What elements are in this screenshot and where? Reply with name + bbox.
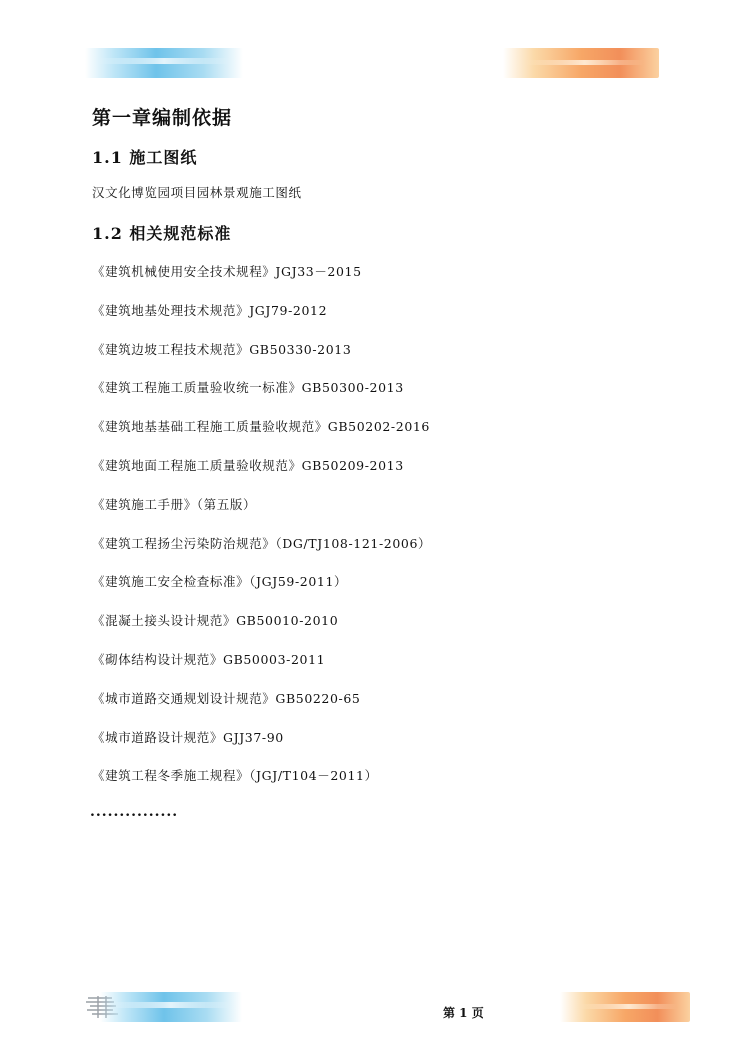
standard-item: 《建筑地基基础工程施工质量验收规范》GB50202-2016 (92, 419, 430, 435)
drawings-description: 汉文化博览园项目园林景观施工图纸 (92, 185, 302, 200)
chapter-title: 第一章编制依据 (92, 107, 233, 129)
standard-item: 《建筑施工安全检查标准》（JGJ59-2011） (92, 574, 348, 590)
standard-item: 《混凝土接头设计规范》GB50010-2010 (92, 613, 339, 629)
standard-item: 《建筑工程施工质量验收统一标准》GB50300-2013 (92, 380, 404, 396)
standard-item: 《建筑地基处理技术规范》JGJ79-2012 (92, 302, 328, 318)
footer-sky-banner (100, 992, 242, 1022)
standard-item: 《建筑工程扬尘污染防治规范》（DG/TJ108-121-2006） (92, 535, 432, 551)
continuation-ellipsis: ............... (90, 804, 179, 820)
standard-item: 《砌体结构设计规范》GB50003-2011 (92, 651, 326, 667)
standards-list (92, 262, 431, 805)
page-number: 第 1 页 (443, 1006, 484, 1020)
standard-item: 《城市道路交通规划设计规范》GB50220-65 (92, 690, 361, 706)
standard-item: 《建筑边坡工程技术规范》GB50330-2013 (92, 341, 352, 357)
section-title-drawings: 1.1 施工图纸 (92, 148, 198, 167)
standard-item: 《建筑施工手册》（第五版） (92, 496, 257, 512)
standard-item: 《建筑工程冬季施工规程》（JGJ/T104－2011） (92, 768, 378, 784)
standard-item: 《建筑机械使用安全技术规程》JGJ33－2015 (92, 264, 362, 279)
standard-item: 《建筑地面工程施工质量验收规范》GB50209-2013 (92, 457, 404, 473)
header-sky-banner (85, 48, 243, 78)
footer-sunset-banner (560, 992, 690, 1022)
section-title-standards: 1.2 相关规范标准 (92, 224, 232, 243)
header-sunset-banner (503, 48, 659, 78)
standard-item: 《城市道路设计规范》GJJ37-90 (92, 729, 284, 745)
